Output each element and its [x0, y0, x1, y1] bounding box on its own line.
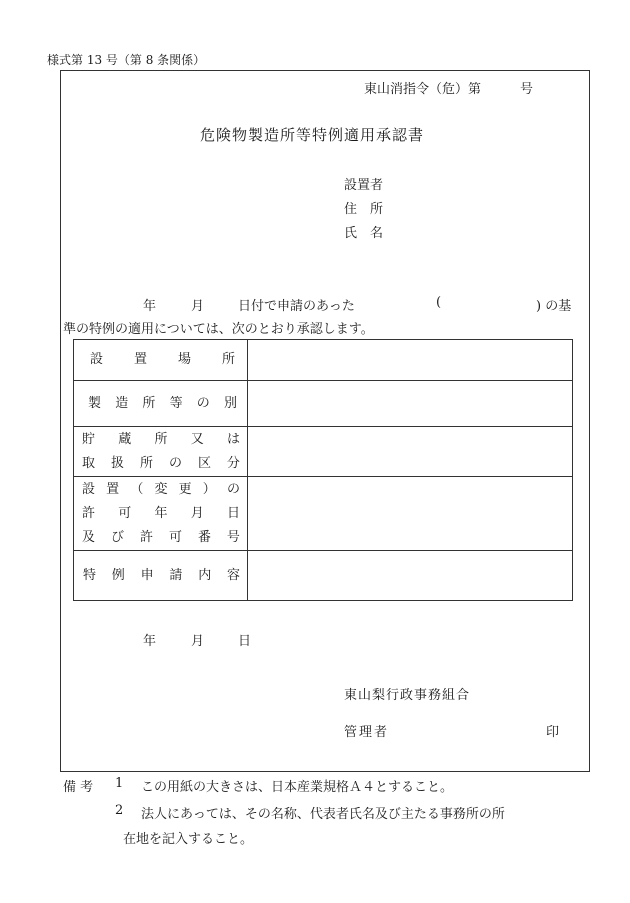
row-label-line: [74, 502, 247, 526]
issuer-organization: 東山梨行政事務組合: [344, 688, 471, 703]
statement-month: 月: [191, 299, 205, 314]
row-label-line: [74, 392, 247, 416]
table-row: [74, 381, 573, 427]
note-2-number: 2: [115, 803, 124, 818]
statement-open-paren: (: [436, 295, 442, 310]
row-label-facility-type: [74, 381, 248, 427]
row-label-char: （: [130, 481, 144, 497]
row-label-char: 所: [221, 352, 235, 367]
document-number: 東山消指令（危）第 号: [364, 82, 534, 97]
addressee-label-name: 氏 名: [344, 226, 384, 241]
row-label-line: [74, 564, 247, 588]
row-label-char: 製: [88, 395, 102, 411]
row-label-char: 所: [154, 431, 168, 447]
notes-label: 備 考: [63, 780, 94, 795]
row-value-permit-info: [248, 477, 573, 551]
row-label-line: [74, 452, 247, 476]
row-value-exception-content: [248, 551, 573, 601]
row-label-line: [74, 478, 247, 502]
row-label-exception-content: [74, 551, 248, 601]
row-label-char: 月: [190, 505, 204, 521]
row-label-char: ）: [202, 481, 216, 497]
statement-line-2: 準の特例の適用については、次のとおり承認します。: [63, 322, 374, 337]
row-label-char: 容: [226, 567, 240, 583]
row-label-char: 別: [223, 395, 237, 411]
row-label-char: 内: [198, 567, 212, 583]
statement-close-paren: ) の基: [536, 299, 572, 314]
approval-table: [73, 339, 573, 601]
form-reference: 様式第 13 号（第 8 条関係）: [47, 53, 206, 67]
row-label-char: び: [110, 529, 124, 545]
row-label-char: 許: [139, 529, 153, 545]
row-label-char: 分: [226, 455, 240, 471]
table-row: [74, 340, 573, 381]
statement-year: 年: [143, 299, 157, 314]
row-label-char: 又: [190, 431, 204, 447]
note-1-number: 1: [115, 776, 124, 791]
row-label-char: の: [196, 395, 210, 411]
row-label-char: は: [226, 431, 240, 447]
row-value-storage-handling-class: [248, 427, 573, 477]
row-label-char: の: [168, 455, 182, 471]
row-label-char: 設: [82, 481, 96, 497]
row-label-char: 号: [226, 529, 240, 545]
row-label-char: 更: [178, 481, 192, 497]
row-label-char: 年: [154, 505, 168, 521]
note-2-continuation: 在地を記入すること。: [123, 832, 254, 847]
date-year: 年: [143, 634, 157, 649]
row-label-char: 扱: [110, 455, 124, 471]
seal-mark: 印: [546, 725, 560, 740]
row-label-char: 所: [142, 395, 156, 411]
row-label-char: の: [226, 481, 240, 497]
row-label-char: 及: [82, 529, 96, 545]
row-label-char: 許: [82, 505, 96, 521]
row-label-char: 蔵: [118, 431, 132, 447]
addressee-label-address: 住 所: [344, 202, 384, 217]
row-label-char: 番: [197, 529, 211, 545]
note-2-text: 法人にあっては、その名称、代表者氏名及び主たる事務所の所: [141, 807, 505, 822]
row-label-char: 設: [90, 352, 104, 367]
row-label-char: 可: [118, 505, 132, 521]
row-label-storage-handling-class: [74, 427, 248, 477]
issuer-manager-label: 管理者: [344, 725, 390, 740]
row-label-char: 区: [197, 455, 211, 471]
row-label-char: 造: [115, 395, 129, 411]
note-1-text: この用紙の大きさは、日本産業規格Ａ４とすること。: [141, 780, 454, 795]
table-row: [74, 551, 573, 601]
date-day: 日: [238, 634, 252, 649]
row-label-line: [74, 526, 247, 550]
row-label-char: 置: [106, 481, 120, 497]
row-label-char: 例: [111, 567, 125, 583]
row-label-permit-info: [74, 477, 248, 551]
row-label-line: [74, 348, 247, 372]
row-label-installation-place: [74, 340, 248, 381]
row-label-char: 日: [226, 505, 240, 521]
row-label-char: 所: [139, 455, 153, 471]
statement-day-phrase: 日付で申請のあった: [238, 299, 355, 314]
row-label-char: 申: [140, 567, 154, 583]
row-label-char: 取: [82, 455, 96, 471]
date-month: 月: [191, 634, 205, 649]
row-label-char: 等: [169, 395, 183, 411]
table-row: [74, 427, 573, 477]
row-label-char: 請: [169, 567, 183, 583]
row-value-installation-place: [248, 340, 573, 381]
row-label-char: 貯: [82, 431, 96, 447]
row-label-char: 変: [154, 481, 168, 497]
row-label-char: 場: [177, 352, 191, 367]
table-row: [74, 477, 573, 551]
row-value-facility-type: [248, 381, 573, 427]
row-label-char: 特: [83, 567, 97, 583]
document-title: 危険物製造所等特例適用承認書: [200, 126, 425, 144]
addressee-label-installer: 設置者: [344, 178, 384, 193]
row-label-char: 可: [168, 529, 182, 545]
row-label-line: [74, 428, 247, 452]
row-label-char: 置: [133, 352, 147, 367]
